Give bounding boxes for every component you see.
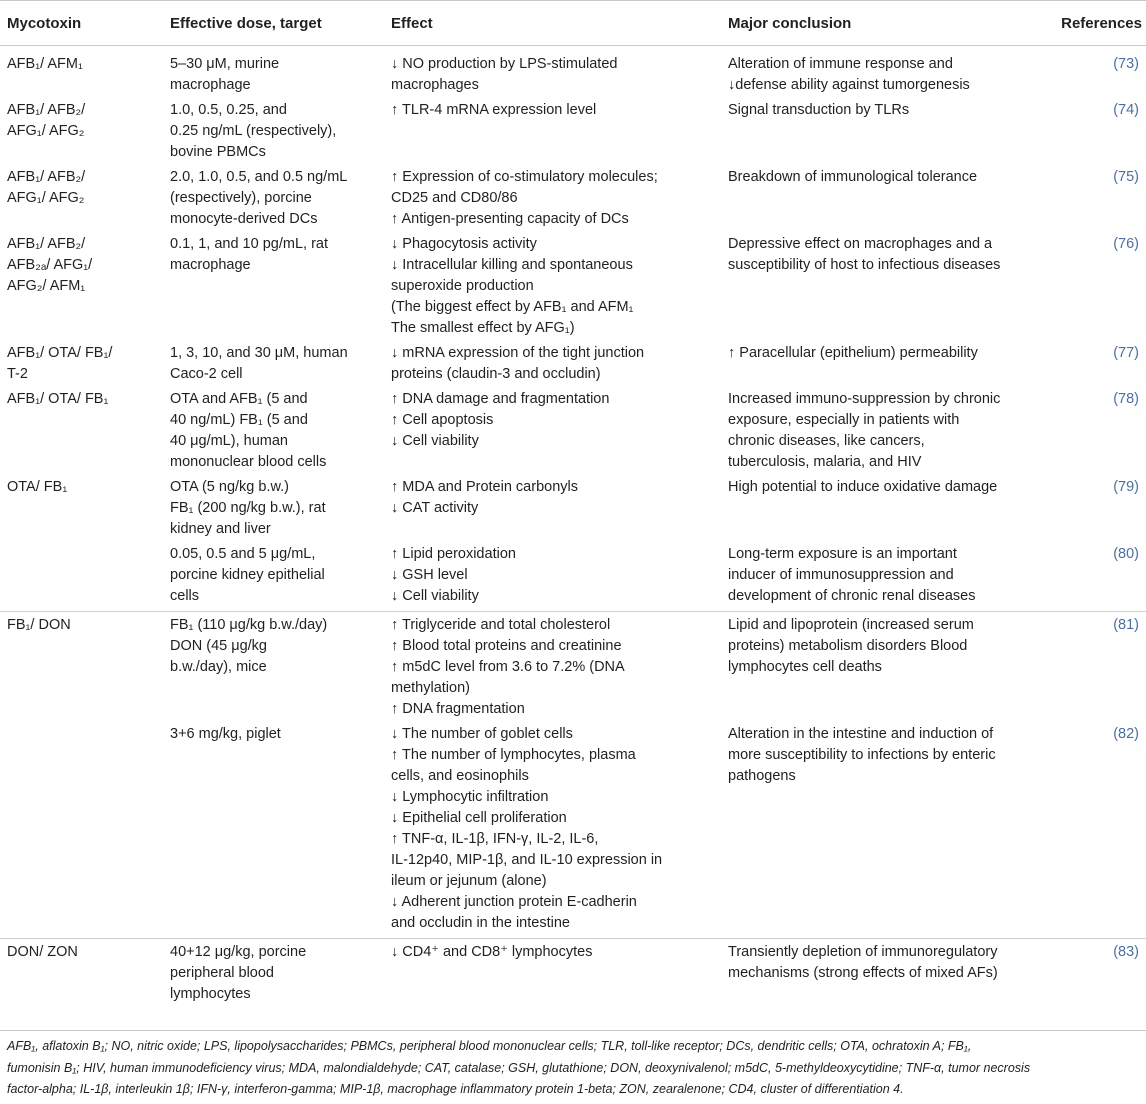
cell-line: ↑ Triglyceride and total cholesterol xyxy=(391,617,611,633)
reference-cell xyxy=(1044,389,1146,477)
conclusion-cell xyxy=(721,612,1044,725)
cell-line: macrophage xyxy=(170,77,251,93)
effect-cell xyxy=(384,343,721,389)
cell-line: ↑ Blood total proteins and creatinine xyxy=(391,638,622,654)
footnote-line: AFB₁, aflatoxin B₁; NO, nitric oxide; LPS, lipopolysaccharides; PBMCs, peripheral blood mononuclear cells; TLR, toll-like receptor; DCs, dendritic cells; OTA, ochratoxin A; FB₁, xyxy=(7,1039,972,1053)
cell-line: AFB₁/ AFB₂/ xyxy=(7,102,86,118)
dose-cell xyxy=(163,234,384,343)
cell-line: ↓ Cell viability xyxy=(391,433,479,449)
reference-link[interactable]: (78) xyxy=(1113,391,1139,407)
cell-line: OTA (5 ng/kg b.w.) xyxy=(170,479,290,495)
cell-line: DON (45 μg/kg xyxy=(170,638,267,654)
table-row xyxy=(0,389,1146,477)
cell-line: ↓ The number of goblet cells xyxy=(391,726,573,742)
dose-cell xyxy=(163,46,384,101)
reference-cell xyxy=(1044,939,1146,1010)
cell-line: AFB₁/ OTA/ FB₁/ xyxy=(7,345,113,361)
cell-line: ↑ m5dC level from 3.6 to 7.2% (DNA xyxy=(391,659,625,675)
cell-line: Long-term exposure is an important xyxy=(728,546,957,562)
reference-link[interactable]: (80) xyxy=(1113,546,1139,562)
cell-line: ↑ DNA damage and fragmentation xyxy=(391,391,610,407)
cell-line: pathogens xyxy=(728,768,796,784)
cell-line: IL-12p40, MIP-1β, and IL-10 expression in xyxy=(391,852,663,868)
cell-line: more susceptibility to infections by enteric xyxy=(728,747,996,763)
cell-line: AFB₂ₐ/ AFG₁/ xyxy=(7,257,93,273)
table-row xyxy=(0,477,1146,544)
reference-cell xyxy=(1044,477,1146,544)
cell-line: and occludin in the intestine xyxy=(391,915,570,931)
reference-cell xyxy=(1044,544,1146,612)
reference-cell xyxy=(1044,612,1146,725)
mycotoxin-cell xyxy=(0,724,163,939)
cell-line: Transiently depletion of immunoregulatory xyxy=(728,944,998,960)
cell-line: FB₁ (200 ng/kg b.w.), rat xyxy=(170,500,326,516)
cell-line: ↓ GSH level xyxy=(391,567,468,583)
conclusion-cell xyxy=(721,939,1044,1010)
mycotoxin-cell xyxy=(0,477,163,544)
cell-line: AFB₁/ AFM₁ xyxy=(7,56,83,72)
table-row xyxy=(0,343,1146,389)
cell-line: ↓ Lymphocytic infiltration xyxy=(391,789,549,805)
cell-line: proteins (claudin-3 and occludin) xyxy=(391,366,601,382)
dose-cell xyxy=(163,724,384,939)
header-conclusion: Major conclusion xyxy=(721,1,1044,46)
cell-line: ↓ Intracellular killing and spontaneous xyxy=(391,257,633,273)
reference-cell xyxy=(1044,46,1146,101)
reference-cell xyxy=(1044,724,1146,939)
cell-line: ↓ CAT activity xyxy=(391,500,479,516)
cell-line: inducer of immunosuppression and xyxy=(728,567,954,583)
cell-line: AFG₁/ AFG₂ xyxy=(7,190,85,206)
cell-line: ↑ The number of lymphocytes, plasma xyxy=(391,747,636,763)
table-footnote xyxy=(7,1036,1142,1101)
cell-line: Alteration in the intestine and induction of xyxy=(728,726,994,742)
cell-line: (respectively), porcine xyxy=(170,190,312,206)
table-row xyxy=(0,724,1146,939)
reference-link[interactable]: (83) xyxy=(1113,944,1139,960)
table-row xyxy=(0,100,1146,167)
cell-line: ↑ DNA fragmentation xyxy=(391,701,525,717)
effect-cell xyxy=(384,544,721,612)
reference-link[interactable]: (79) xyxy=(1113,479,1139,495)
cell-line: AFB₁/ AFB₂/ xyxy=(7,169,86,185)
mycotoxin-cell xyxy=(0,234,163,343)
cell-line: 40 μg/mL), human xyxy=(170,433,288,449)
cell-line: High potential to induce oxidative damage xyxy=(728,479,998,495)
cell-line: 1, 3, 10, and 30 μM, human xyxy=(170,345,348,361)
cell-line: development of chronic renal diseases xyxy=(728,588,976,604)
reference-cell xyxy=(1044,343,1146,389)
mycotoxin-cell xyxy=(0,167,163,234)
cell-line: lymphocytes cell deaths xyxy=(728,659,882,675)
cell-line: Lipid and lipoprotein (increased serum xyxy=(728,617,974,633)
cell-line: FB₁ (110 μg/kg b.w./day) xyxy=(170,617,328,633)
mycotoxin-cell xyxy=(0,389,163,477)
header-references: References xyxy=(1044,1,1146,46)
table-row xyxy=(0,544,1146,612)
cell-line: chronic diseases, like cancers, xyxy=(728,433,925,449)
cell-line: monocyte-derived DCs xyxy=(170,211,318,227)
cell-line: 0.05, 0.5 and 5 μg/mL, xyxy=(170,546,316,562)
dose-cell xyxy=(163,612,384,725)
effect-cell xyxy=(384,234,721,343)
cell-line: ileum or jejunum (alone) xyxy=(391,873,547,889)
effect-cell xyxy=(384,477,721,544)
cell-line: superoxide production xyxy=(391,278,534,294)
mycotoxin-cell xyxy=(0,46,163,101)
table-row xyxy=(0,234,1146,343)
reference-cell xyxy=(1044,100,1146,167)
reference-link[interactable]: (73) xyxy=(1113,56,1139,72)
cell-line: 0.25 ng/mL (respectively), xyxy=(170,123,337,139)
reference-cell xyxy=(1044,234,1146,343)
mycotoxin-cell xyxy=(0,343,163,389)
conclusion-cell xyxy=(721,389,1044,477)
cell-line: mononuclear blood cells xyxy=(170,454,327,470)
conclusion-cell xyxy=(721,477,1044,544)
cell-line: CD25 and CD80/86 xyxy=(391,190,518,206)
cell-line: T-2 xyxy=(7,366,28,382)
cell-line: cells xyxy=(170,588,200,604)
conclusion-cell xyxy=(721,46,1044,101)
reference-link[interactable]: (75) xyxy=(1113,169,1139,185)
cell-line: kidney and liver xyxy=(170,521,271,537)
cell-line: Increased immuno-suppression by chronic xyxy=(728,391,1001,407)
dose-cell xyxy=(163,939,384,1010)
conclusion-cell xyxy=(721,544,1044,612)
table-header-row xyxy=(0,1,1146,46)
mycotoxin-cell xyxy=(0,544,163,612)
cell-line: mechanisms (strong effects of mixed AFs) xyxy=(728,965,998,981)
table-body xyxy=(0,46,1146,1010)
dose-cell xyxy=(163,167,384,234)
dose-cell xyxy=(163,343,384,389)
cell-line: ↑ TNF-α, IL-1β, IFN-γ, IL-2, IL-6, xyxy=(391,831,599,847)
effect-cell xyxy=(384,46,721,101)
cell-line: b.w./day), mice xyxy=(170,659,267,675)
cell-line: AFG₁/ AFG₂ xyxy=(7,123,85,139)
cell-line: ↑ Paracellular (epithelium) permeability xyxy=(728,345,978,361)
cell-line: ↑ Expression of co-stimulatory molecules; xyxy=(391,169,658,185)
cell-line: Caco-2 cell xyxy=(170,366,243,382)
reference-link[interactable]: (74) xyxy=(1113,102,1139,118)
cell-line: OTA/ FB₁ xyxy=(7,479,68,495)
conclusion-cell xyxy=(721,167,1044,234)
cell-line: porcine kidney epithelial xyxy=(170,567,325,583)
table-row xyxy=(0,167,1146,234)
cell-line: ↓ Cell viability xyxy=(391,588,479,604)
cell-line: AFG₂/ AFM₁ xyxy=(7,278,86,294)
cell-line: ↑ TLR-4 mRNA expression level xyxy=(391,102,597,118)
cell-line: macrophage xyxy=(170,257,251,273)
cell-line: AFB₁/ OTA/ FB₁ xyxy=(7,391,109,407)
effect-cell xyxy=(384,939,721,1010)
cell-line: exposure, especially in patients with xyxy=(728,412,960,428)
footnote-line: factor-alpha; IL-1β, interleukin 1β; IFN-γ, interferon-gamma; MIP-1β, macrophage inflammatory protein 1-beta; ZON, zearalenone; CD4, cluster of differentiation 4. xyxy=(7,1082,904,1096)
cell-line: DON/ ZON xyxy=(7,944,78,960)
dose-cell xyxy=(163,477,384,544)
cell-line: OTA and AFB₁ (5 and xyxy=(170,391,308,407)
cell-line: macrophages xyxy=(391,77,479,93)
cell-line: AFB₁/ AFB₂/ xyxy=(7,236,86,252)
header-effect: Effect xyxy=(384,1,721,46)
cell-line: Breakdown of immunological tolerance xyxy=(728,169,978,185)
header-mycotoxin: Mycotoxin xyxy=(0,1,163,46)
cell-line: ↓ CD4⁺ and CD8⁺ lymphocytes xyxy=(391,944,593,960)
reference-link[interactable]: (81) xyxy=(1113,617,1139,633)
effect-cell xyxy=(384,100,721,167)
effect-cell xyxy=(384,389,721,477)
cell-line: peripheral blood xyxy=(170,965,274,981)
cell-line: ↓ NO production by LPS-stimulated xyxy=(391,56,618,72)
table-bottom-rule xyxy=(0,1030,1146,1031)
cell-line: ↑ Antigen-presenting capacity of DCs xyxy=(391,211,629,227)
cell-line: 40+12 μg/kg, porcine xyxy=(170,944,307,960)
cell-line: 3+6 mg/kg, piglet xyxy=(170,726,281,742)
cell-line: FB₁/ DON xyxy=(7,617,71,633)
reference-link[interactable]: (82) xyxy=(1113,726,1139,742)
cell-line: 40 ng/mL) FB₁ (5 and xyxy=(170,412,308,428)
table-row xyxy=(0,46,1146,101)
reference-link[interactable]: (76) xyxy=(1113,236,1139,252)
effect-cell xyxy=(384,724,721,939)
cell-line: methylation) xyxy=(391,680,470,696)
cell-line: 0.1, 1, and 10 pg/mL, rat xyxy=(170,236,328,252)
cell-line: ↓ Epithelial cell proliferation xyxy=(391,810,567,826)
table-row xyxy=(0,939,1146,1010)
dose-cell xyxy=(163,389,384,477)
conclusion-cell xyxy=(721,724,1044,939)
cell-line: The smallest effect by AFG₁) xyxy=(391,320,575,336)
conclusion-cell xyxy=(721,343,1044,389)
cell-line: tuberculosis, malaria, and HIV xyxy=(728,454,922,470)
footnote-line: fumonisin B₁; HIV, human immunodeficiency virus; MDA, malondialdehyde; CAT, catalase; GSH, glutathione; DON, deoxynivalenol; m5dC, 5-methyldeoxycytidine; TNF-α, tumor necrosis xyxy=(7,1060,1031,1075)
conclusion-cell xyxy=(721,100,1044,167)
cell-line: (The biggest effect by AFB₁ and AFM₁ xyxy=(391,299,634,315)
cell-line: ↓ Adherent junction protein E-cadherin xyxy=(391,894,637,910)
cell-line: proteins) metabolism disorders Blood xyxy=(728,638,968,654)
cell-line: ↑ Cell apoptosis xyxy=(391,412,494,428)
cell-line: Depressive effect on macrophages and a xyxy=(728,236,993,252)
cell-line: 5–30 μM, murine xyxy=(170,56,280,72)
cell-line: Alteration of immune response and xyxy=(728,56,953,72)
mycotoxin-cell xyxy=(0,939,163,1010)
header-dose: Effective dose, target xyxy=(163,1,384,46)
mycotoxin-cell xyxy=(0,612,163,725)
cell-line: ↑ Lipid peroxidation xyxy=(391,546,516,562)
effect-cell xyxy=(384,167,721,234)
cell-line: Signal transduction by TLRs xyxy=(728,102,910,118)
mycotoxin-cell xyxy=(0,100,163,167)
cell-line: ↓ Phagocytosis activity xyxy=(391,236,537,252)
cell-line: 1.0, 0.5, 0.25, and xyxy=(170,102,287,118)
cell-line: susceptibility of host to infectious diseases xyxy=(728,257,1001,273)
dose-cell xyxy=(163,100,384,167)
table-row xyxy=(0,612,1146,725)
cell-line: 2.0, 1.0, 0.5, and 0.5 ng/mL xyxy=(170,169,348,185)
cell-line: bovine PBMCs xyxy=(170,144,266,160)
conclusion-cell xyxy=(721,234,1044,343)
reference-cell xyxy=(1044,167,1146,234)
reference-link[interactable]: (77) xyxy=(1113,345,1139,361)
effect-cell xyxy=(384,612,721,725)
cell-line: ↓ mRNA expression of the tight junction xyxy=(391,345,645,361)
cell-line: lymphocytes xyxy=(170,986,251,1002)
cell-line: ↑ MDA and Protein carbonyls xyxy=(391,479,578,495)
dose-cell xyxy=(163,544,384,612)
cell-line: cells, and eosinophils xyxy=(391,768,529,784)
cell-line: ↓defense ability against tumorgenesis xyxy=(728,77,970,93)
